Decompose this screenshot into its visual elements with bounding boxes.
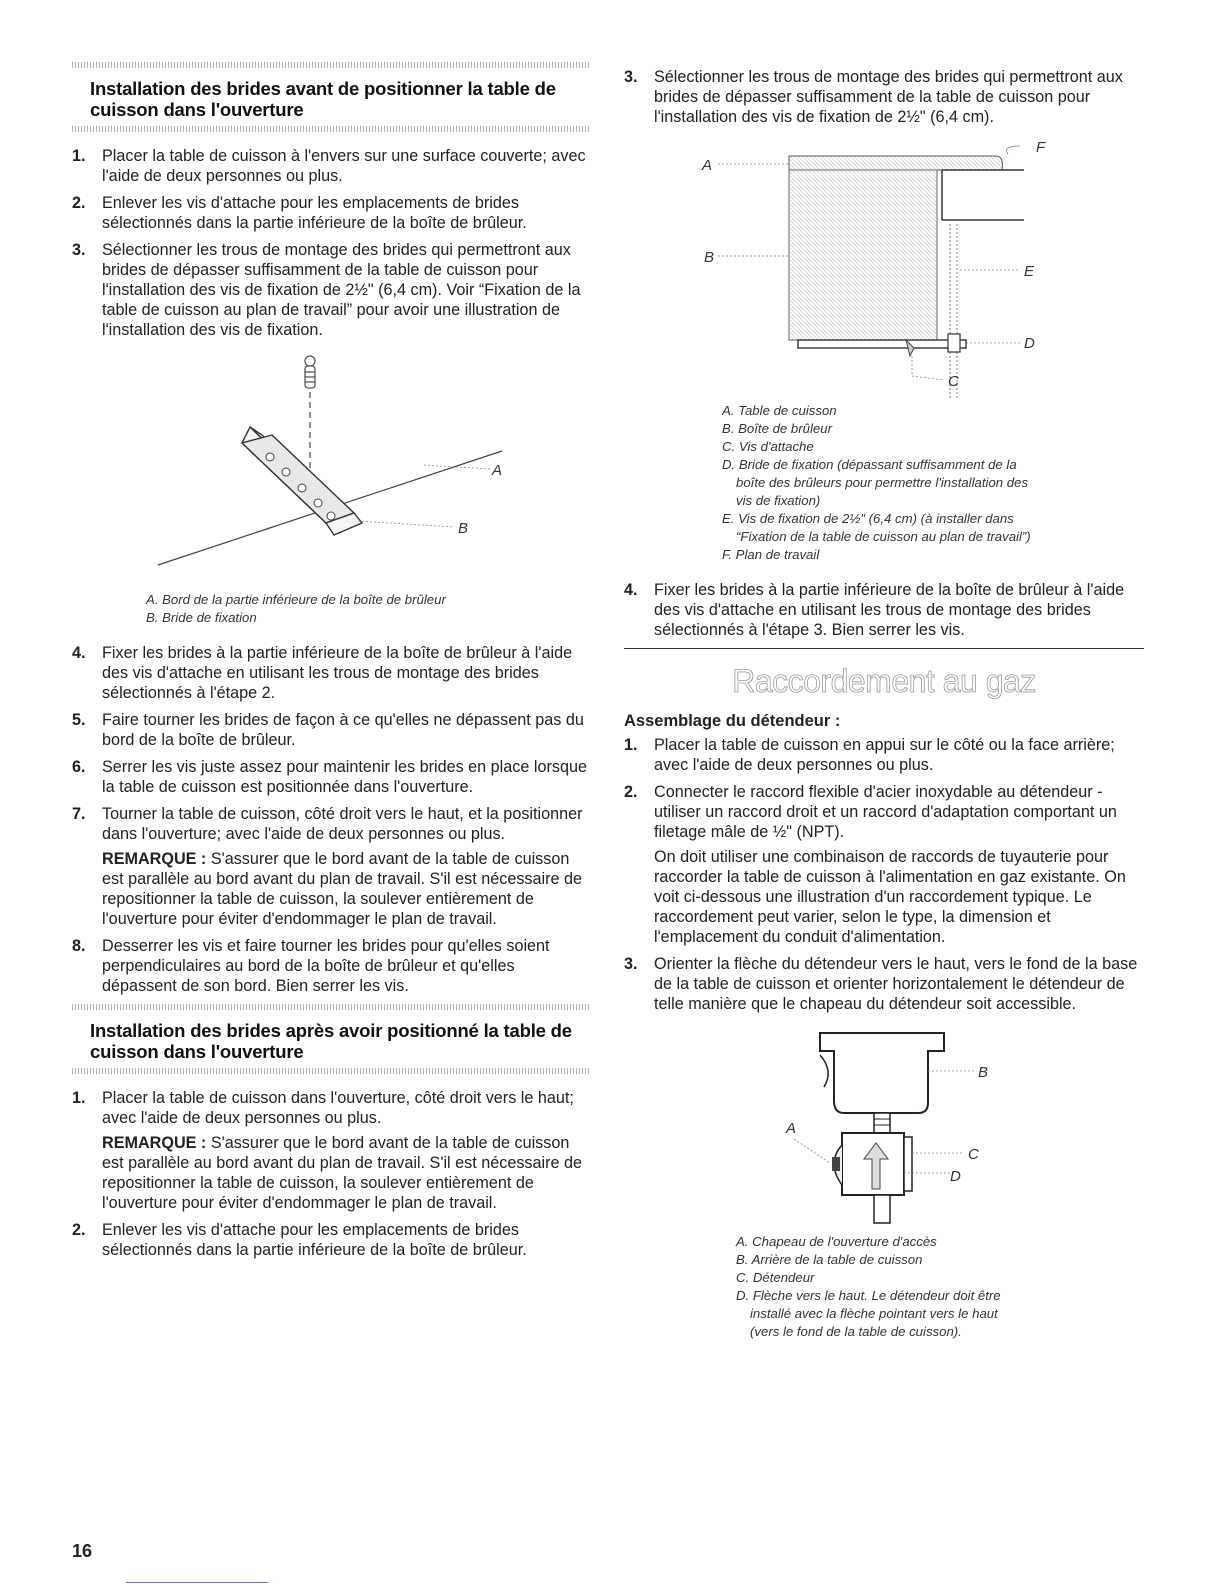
subsection-title: Assemblage du détendeur : — [624, 712, 841, 730]
label-a: A — [786, 1120, 797, 1137]
list-item: 3. Orienter la flèche du détendeur vers le haut, vers le fond de la base de la table de cuisson et orienter horizontalement le détendeur de telle manière que le chapeau du détendeur soit accessible. — [624, 955, 1138, 1013]
list-item: 5. Faire tourner les brides de façon à ce qu'elles ne dépassent pas du bord de la boîte de brûleur. — [72, 711, 584, 749]
steps-list — [624, 580, 1144, 640]
label-a: A — [492, 462, 503, 479]
mounting-illustration — [624, 134, 1144, 400]
list-item: 3. Sélectionner les trous de montage des brides qui permettront aux brides de dépasser suffisamment de la table de cuisson pour l'installation des vis de fixation de 2½" (6,4 cm). Voir “Fixation de la table de cuisson au plan de travail” pour avoir une illustration de l'installation des vis de fixation. — [72, 241, 581, 339]
section-rule-bottom — [72, 126, 590, 132]
bracket-figure — [72, 347, 590, 587]
label-d: D — [950, 1168, 961, 1185]
list-item: 1. Placer la table de cuisson dans l'ouverture, côté droit vers le haut; avec l'aide de deux personnes ou plus. REMARQUE : S'assurer que le bord avant de la table de cuisson est parallèle au bord avant du plan de travail. S'il est nécessaire de repositionner la table de cuisson, la soulever entièrement de l'ouverture pour éviter d'endommager le plan de travail. — [72, 1088, 590, 1213]
left-column — [72, 62, 590, 1267]
section-rule-bottom — [72, 1068, 590, 1074]
section-title-after: Installation des brides après avoir positionné la table de cuisson dans l'ouverture — [90, 1020, 572, 1062]
regulator-figure — [624, 1021, 1144, 1225]
remark: REMARQUE : S'assurer que le bord avant de la table de cuisson est parallèle au bord avant du plan de travail. S'il est nécessaire de repositionner la table de cuisson, la soulever entièrement de l'ouverture pour éviter d'endommager le plan de travail. — [102, 1134, 583, 1212]
steps-list — [72, 1088, 590, 1260]
list-item: 2. Enlever les vis d'attache pour les emplacements de brides sélectionnés dans la partie inférieure de la boîte de brûleur. — [72, 1221, 527, 1259]
section-rule-top — [72, 1004, 590, 1010]
figure-caption: A. Chapeau de l'ouverture d'accès B. Arrière de la table de cuisson C. Détendeur D. Flèche vers le haut. Le détendeur doit être installé avec la flèche pointant vers le haut (vers le fond de la table de cuisson). — [736, 1234, 1001, 1339]
list-item: 8. Desserrer les vis et faire tourner les brides pour qu'elles soient perpendiculaires au bord de la boîte de brûleur et qu'elles dépassent de son bord. Bien serrer les vis. — [72, 937, 550, 995]
gas-section-title: Raccordement au gaz — [732, 663, 1036, 699]
label-c: C — [968, 1146, 979, 1163]
figure-caption: A. Table de cuisson B. Boîte de brûleur C. Vis d'attache D. Bride de fixation (dépassant suffisamment de la boîte des brûleurs pour permettre l'installation des vis de fixation) E. Vis de fixation de 2½" (6,4 cm) (à installer dans “Fixation de la table de cuisson au plan de travail”) F. Plan de travail — [722, 403, 1031, 562]
label-f: F — [1036, 139, 1046, 156]
label-b: B — [458, 520, 469, 537]
list-item: 4. Fixer les brides à la partie inférieure de la boîte de brûleur à l'aide des vis d'attache en utilisant les trous de montage des brides sélectionnés à l'étape 3. Bien serrer les vis. — [624, 581, 1125, 639]
steps-list — [624, 67, 1144, 127]
section-title-before: Installation des brides avant de positionner la table de cuisson dans l'ouverture — [90, 78, 556, 120]
bracket-illustration — [72, 347, 590, 587]
mounting-figure — [624, 134, 1144, 400]
steps-list — [72, 643, 590, 996]
label-d: D — [1024, 335, 1035, 352]
figure-caption: A. Bord de la partie inférieure de la boîte de brûleur B. Bride de fixation — [146, 592, 446, 625]
list-item: 7. Tourner la table de cuisson, côté droit vers le haut, et la positionner dans l'ouverture; avec l'aide de deux personnes ou plus. REMARQUE : S'assurer que le bord avant de la table de cuisson est parallèle au bord avant du plan de travail. S'il est nécessaire de repositionner la table de cuisson, la soulever entièrement de l'ouverture pour éviter d'endommager le plan de travail. — [72, 804, 590, 929]
footer-rule — [126, 1582, 268, 1583]
section-header — [72, 1020, 590, 1062]
right-column — [624, 67, 1144, 1341]
remark: REMARQUE : S'assurer que le bord avant de la table de cuisson est parallèle au bord avant du plan de travail. S'il est nécessaire de repositionner la table de cuisson, la soulever entièrement de l'ouverture pour éviter d'endommager le plan de travail. — [102, 850, 583, 928]
list-item: 1. Placer la table de cuisson en appui sur le côté ou la face arrière; avec l'aide de deux personnes ou plus. — [624, 736, 1115, 774]
label-b: B — [704, 249, 715, 266]
section-divider — [624, 648, 1144, 649]
label-c: C — [948, 373, 959, 390]
steps-list — [72, 146, 590, 340]
label-e: E — [1024, 263, 1035, 280]
list-item: 3. Sélectionner les trous de montage des brides qui permettront aux brides de dépasser suffisamment de la table de cuisson pour l'installation des vis de fixation de 2½" (6,4 cm). — [624, 68, 1123, 126]
page-number: 16 — [72, 1541, 93, 1561]
section-rule-top — [72, 62, 590, 68]
list-item: 2. Enlever les vis d'attache pour les emplacements de brides sélectionnés dans la partie inférieure de la boîte de brûleur. — [72, 194, 527, 232]
regulator-illustration — [624, 1021, 1144, 1225]
list-item: 4. Fixer les brides à la partie inférieure de la boîte de brûleur à l'aide des vis d'attache en utilisant les trous de montage des brides sélectionnés à l'étape 2. — [72, 644, 573, 702]
label-b: B — [978, 1064, 989, 1081]
steps-list — [624, 735, 1144, 1014]
label-a: A — [702, 157, 713, 174]
list-item: 1. Placer la table de cuisson à l'envers sur une surface couverte; avec l'aide de deux personnes ou plus. — [72, 147, 586, 185]
list-item: 2. Connecter le raccord flexible d'acier inoxydable au détendeur - utiliser un raccord droit et un raccord d'adaptation comportant un filetage mâle de ½" (NPT). On doit utiliser une combinaison de raccords de tuyauterie pour raccorder la table de cuisson à l'alimentation en gaz existante. On voit ci-dessous une illustration d'un raccordement typique. Le raccordement peut varier, selon le type, la dimension et l'emplacement du conduit d'alimentation. — [624, 782, 1144, 947]
list-item: 6. Serrer les vis juste assez pour maintenir les brides en place lorsque la table de cuisson est positionnée dans l'ouverture. — [72, 758, 587, 796]
section-header — [72, 78, 590, 120]
paragraph: On doit utiliser une combinaison de raccords de tuyauterie pour raccorder la table de cuisson à l'alimentation en gaz existante. On voit ci-dessous une illustration d'un raccordement typique. Le raccordement peut varier, selon le type, la dimension et l'emplacement du conduit d'alimentation. — [654, 848, 1126, 946]
